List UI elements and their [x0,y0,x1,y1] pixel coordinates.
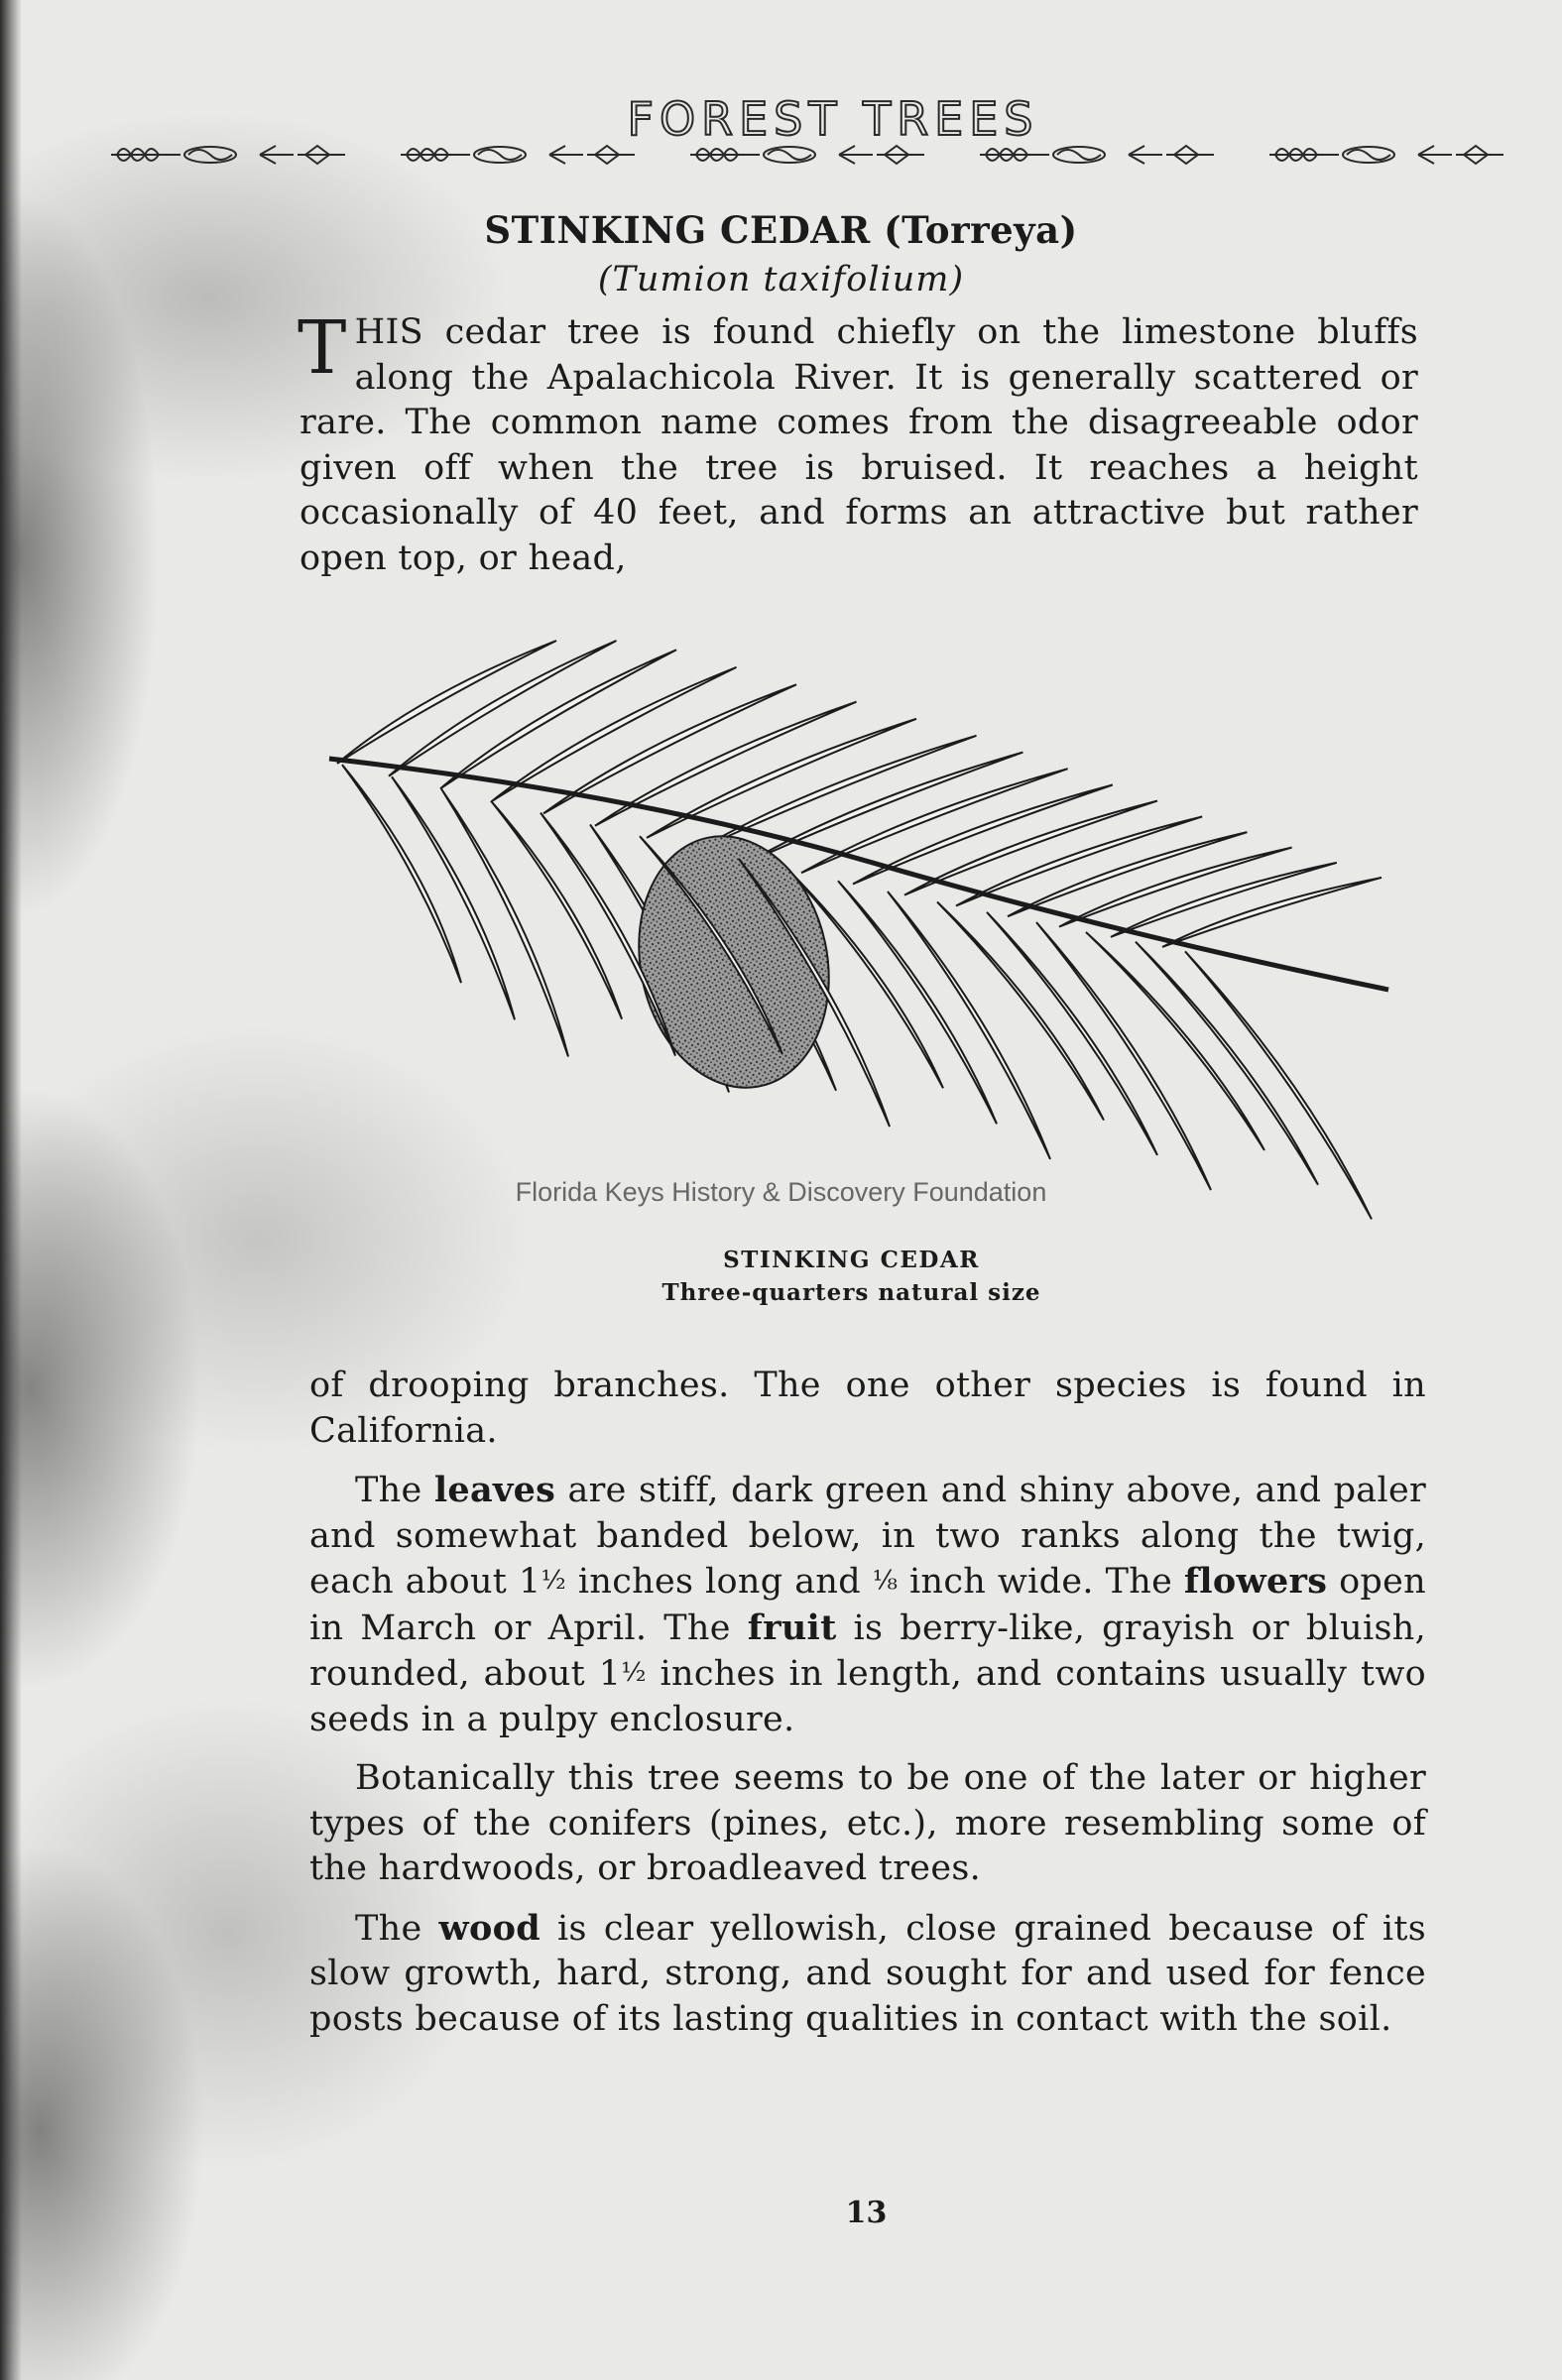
leaves-paragraph: The leaves are stiff, dark green and shiny above, and paler and somewhat banded below, in two ranks along the twig, each about 1½ inches long and ⅛ inch wide. The flowers open in March or April. The fruit is berry-like, grayish or bluish, rounded, about 1½ inches in length, and contains usually two seeds in a pulpy enclosure. [309,1470,1426,1739]
leaf [342,765,461,983]
wood-paragraph: The wood is clear yellowish, close grained because of its slow growth, hard, strong, and sought for and used for fence posts because of its lasting qualities in contact with the soil. [309,1907,1426,2039]
stinking-cedar-illustration [317,635,1418,1230]
leaf [392,776,515,1019]
term-fruit: fruit [747,1606,837,1648]
article-title: STINKING CEDAR (Torreya) [484,208,1078,252]
leaf [1136,942,1318,1185]
leaf [1162,878,1382,947]
fraction: ½ [541,1566,567,1596]
figure-caption-title: STINKING CEDAR [723,1247,980,1273]
leaf [956,816,1202,905]
intro-text: HIS cedar tree is found chiefly on the limestone bluffs along the Apalachicola River. It is generally scattered or rare. The common name comes from the disagreeable odor given off when the tree is bruised. It reaches a height occasionally of 40 feet, and forms an attractive but rather open top, or head, [300,312,1418,578]
leaf [1008,832,1247,916]
term-leaves: leaves [433,1470,556,1510]
page-number: 13 [845,2196,888,2230]
drop-cap: T [298,305,347,391]
running-head [516,91,1150,143]
fraction: ⅛ [872,1566,899,1596]
body-text [309,1364,1426,2042]
leaf [337,641,556,764]
botany-paragraph: Botanically this tree seems to be one of the later or higher types of the conifers (pines, etc.), more resembling some of the hardwoods, or broadleaved trees. [309,1758,1426,1888]
front-leaf-group [342,765,1318,1190]
ornament-band [107,137,1557,173]
term-wood: wood [438,1907,541,1949]
leaf [937,902,1104,1121]
figure-caption-note: Three-quarters natural size [661,1279,1041,1306]
ornament-motif [1269,146,1503,164]
leaf [888,892,1050,1159]
ornament-motif [980,146,1214,164]
continuation-paragraph: of drooping branches. The one other species is found in California. [309,1366,1426,1451]
leaf [441,789,568,1057]
term-flowers: flowers [1183,1561,1328,1602]
ornament-motif [111,146,345,164]
intro-paragraph [298,305,1418,581]
running-head-text: FOREST TREES [627,92,1039,143]
fraction: ½ [621,1658,647,1688]
ornament-motif [401,146,635,164]
leaf [987,912,1157,1155]
leaf [838,881,997,1124]
leaf-group [337,641,1382,1219]
article-subtitle: (Tumion taxifolium) [597,260,965,299]
watermark: Florida Keys History & Discovery Foundation [515,1177,1047,1207]
ornament-motif [690,146,924,164]
